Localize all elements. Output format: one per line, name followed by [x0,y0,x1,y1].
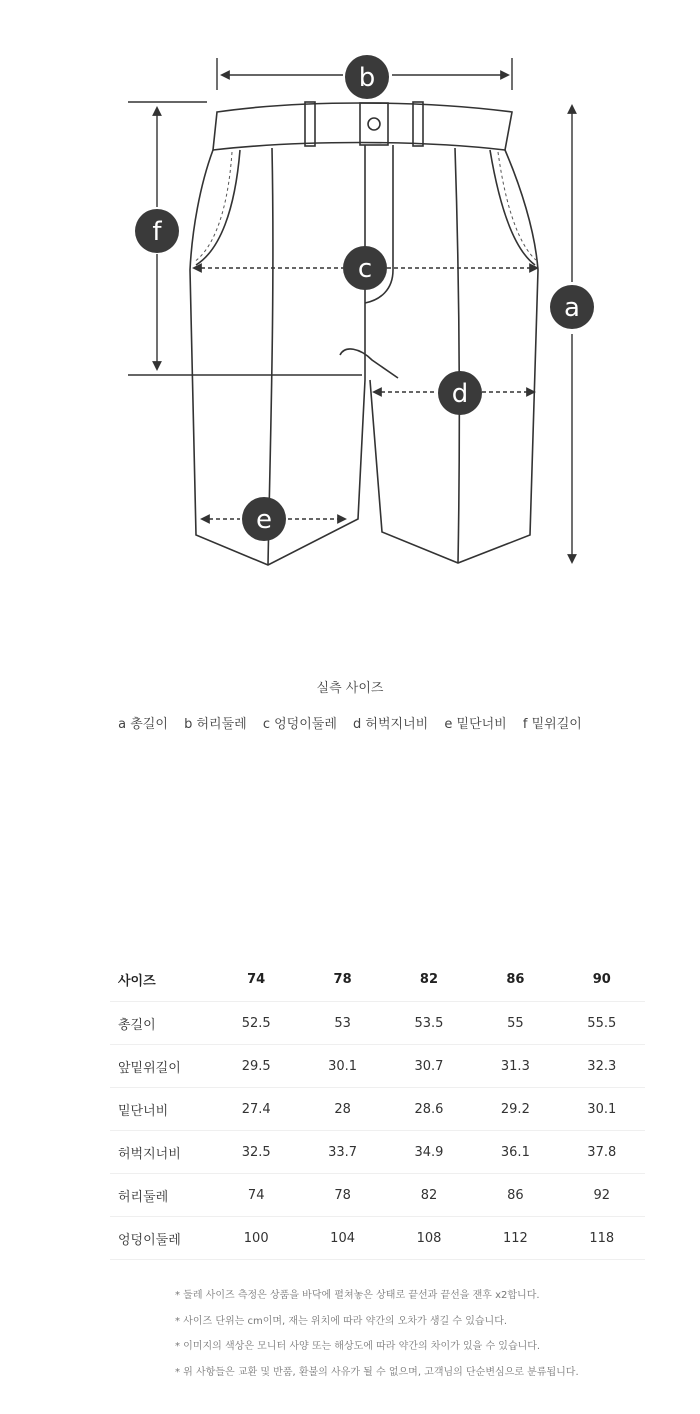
table-cell: 55.5 [559,1002,645,1045]
label-f [135,209,179,253]
table-row [110,1217,645,1260]
label-e [242,497,286,541]
row-label: 총길이 [110,1002,213,1045]
table-cell: 32.3 [559,1045,645,1088]
label-d [438,371,482,415]
table-cell: 28.6 [386,1088,472,1131]
legend-item-c: c 엉덩이둘레 [262,717,337,732]
note-line: * 이미지의 색상은 모니터 사양 또는 해상도에 따라 약간의 차이가 있을 수 있습니다. [175,1341,541,1352]
row-label: 앞밑위길이 [110,1045,213,1088]
label-a [550,285,594,329]
table-row [110,1002,645,1045]
legend-item-f: f 밑위길이 [522,717,582,732]
table-cell: 27.4 [213,1088,299,1131]
table-cell: 74 [213,1174,299,1217]
table-cell: 29.2 [472,1088,558,1131]
table-cell: 104 [299,1217,385,1260]
shorts-measurement-diagram [0,0,700,600]
table-row [110,1174,645,1217]
row-label: 허리둘레 [110,1174,213,1217]
legend-item-d: d 허벅지너비 [353,717,429,732]
label-c [343,246,387,290]
note-line: * 위 사항들은 교환 및 반품, 환불의 사유가 될 수 없으며, 고객님의 단순변심으로 분류됩니다. [175,1366,579,1378]
legend-item-b: b 허리둘레 [184,717,247,732]
legend-item-e: e 밑단너비 [444,717,507,732]
table-cell: 36.1 [472,1131,558,1174]
header-cell: 82 [386,957,472,1002]
table-row [110,1088,645,1131]
row-label: 밑단너비 [110,1088,213,1131]
size-table [110,957,645,1260]
size-notes [175,1283,579,1385]
note-line: * 둘레 사이즈 측정은 상품을 바닥에 펼쳐놓은 상태로 끝선과 끝선을 잰후 x2합니다. [175,1290,540,1301]
table-cell: 31.3 [472,1045,558,1088]
table-cell: 108 [386,1217,472,1260]
table-cell: 37.8 [559,1131,645,1174]
table-cell: 34.9 [386,1131,472,1174]
table-cell: 86 [472,1174,558,1217]
table-header-row [110,957,645,1002]
table-cell: 92 [559,1174,645,1217]
table-cell: 53 [299,1002,385,1045]
table-cell: 118 [559,1217,645,1260]
table-row [110,1045,645,1088]
legend-item-a: a 총길이 [118,717,168,732]
table-cell: 100 [213,1217,299,1260]
label-b [345,55,389,99]
table-cell: 53.5 [386,1002,472,1045]
label-a-text: a [564,293,580,323]
header-cell: 78 [299,957,385,1002]
label-d-text: d [451,379,469,409]
size-caption-title: 실측 사이즈 [316,681,384,696]
table-cell: 30.1 [299,1045,385,1088]
table-cell: 33.7 [299,1131,385,1174]
note-line: * 사이즈 단위는 cm이며, 재는 위치에 따라 약간의 오차가 생길 수 있습니다. [175,1315,508,1327]
measurement-legend [0,713,700,732]
table-cell: 30.7 [386,1045,472,1088]
header-cell: 90 [559,957,645,1002]
header-cell: 74 [213,957,299,1002]
table-cell: 30.1 [559,1088,645,1131]
row-label: 엉덩이둘레 [110,1217,213,1260]
table-cell: 82 [386,1174,472,1217]
label-b-text: b [358,63,376,93]
table-cell: 29.5 [213,1045,299,1088]
label-e-text: e [256,505,272,535]
table-row [110,1131,645,1174]
label-c-text: c [357,254,373,284]
label-f-text: f [152,217,162,247]
table-cell: 32.5 [213,1131,299,1174]
table-cell: 112 [472,1217,558,1260]
table-cell: 55 [472,1002,558,1045]
table-cell: 28 [299,1088,385,1131]
table-cell: 52.5 [213,1002,299,1045]
table-cell: 78 [299,1174,385,1217]
header-cell: 사이즈 [110,957,213,1002]
shorts-outline [190,102,538,565]
row-label: 허벅지너비 [110,1131,213,1174]
header-cell: 86 [472,957,558,1002]
